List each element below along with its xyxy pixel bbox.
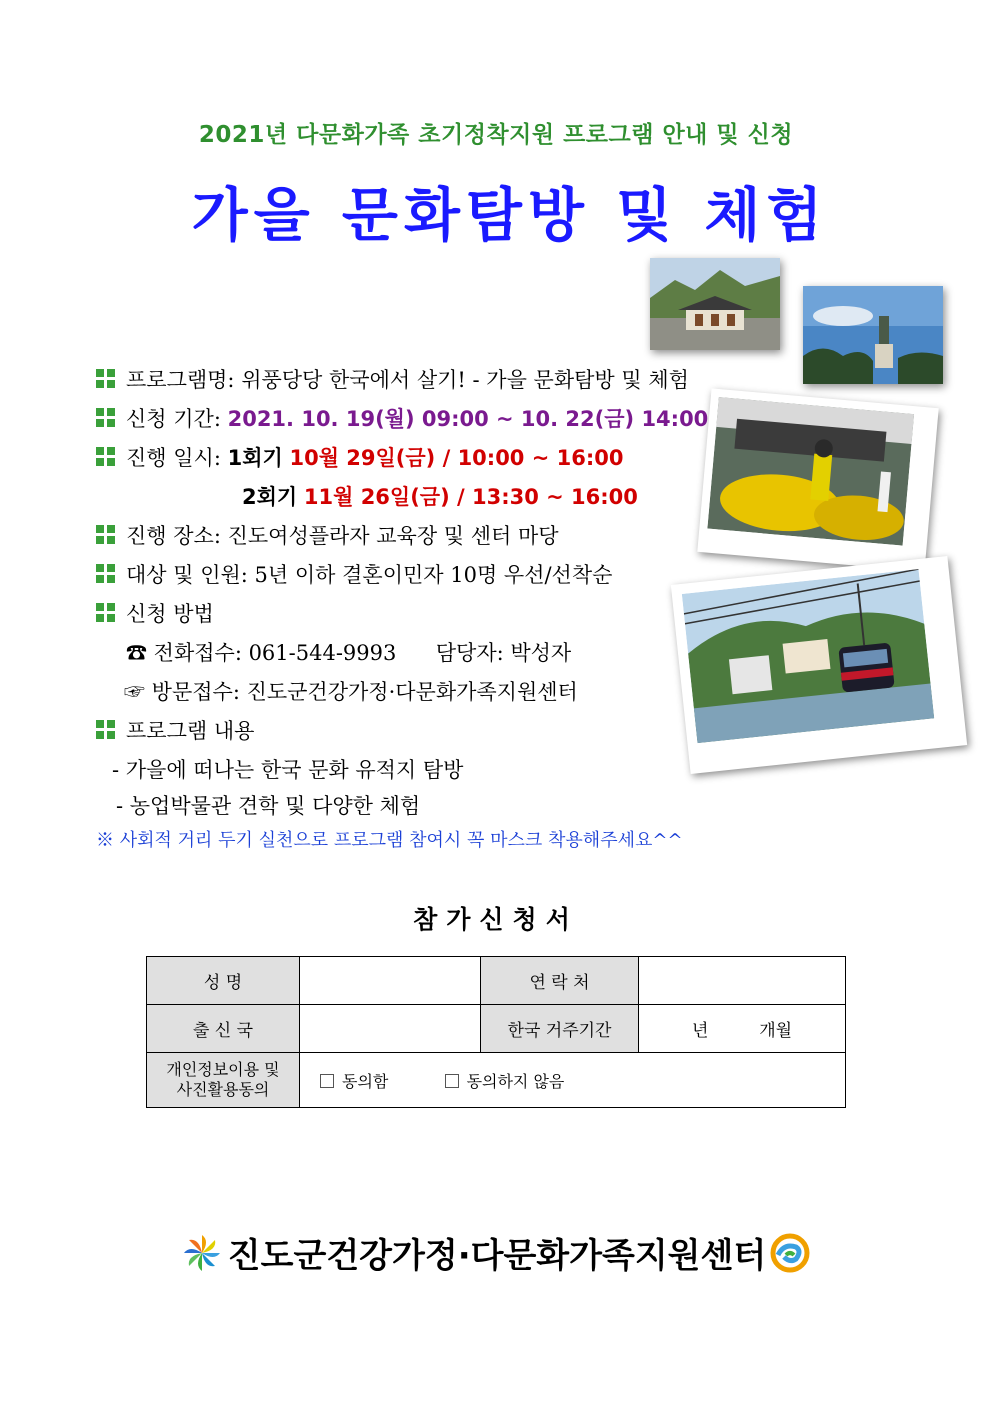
content-label: 프로그램 내용 [126,719,255,743]
consent-label [147,1053,300,1108]
place-value: 진도여성플라자 교육장 및 센터 마당 [227,524,559,548]
schedule-row [96,442,623,472]
bullet-icon [96,564,116,584]
swirl-logo-icon [770,1233,810,1282]
session1-value: 10월 29일(금) / 10:00 ~ 16:00 [289,446,624,470]
page-title: 가을 문화탐방 및 체험 [191,181,829,249]
session2-value: 11월 26일(금) / 13:30 ~ 16:00 [303,485,638,509]
session2-row [242,481,638,511]
subtitle: 2021년 다문화가족 초기정착지원 프로그램 안내 및 신청 [198,122,794,148]
bullet-icon [96,603,116,623]
phone-row [126,637,571,667]
bullet-icon [96,408,116,428]
photo-statue [803,286,943,384]
bullet-icon [96,447,116,467]
photo-cable-car [671,556,967,774]
form-title: 참가신청서 [413,905,579,934]
consent-options [300,1053,846,1108]
program-label: 프로그램명: [126,368,235,392]
pinwheel-logo-icon [182,1233,222,1282]
bullet-icon [96,369,116,389]
footer-org: 진도군건강가정·다문화가족지원센터 [227,1236,767,1276]
contact-field[interactable] [639,957,846,1005]
name-field[interactable] [300,957,481,1005]
photo-traditional-building [650,258,780,350]
session2-label: 2회기 [242,485,298,509]
stay-month: 개월 [759,1021,793,1041]
content-item: - 가을에 떠나는 한국 문화 유적지 탐방 [112,758,464,782]
program-name-row [96,364,689,394]
name-label: 성 명 [147,957,300,1005]
session1-label: 1회기 [227,446,283,470]
application-form [146,956,846,1108]
disagree-checkbox[interactable] [445,1074,459,1088]
country-field[interactable] [300,1005,481,1053]
stay-year: 년 [691,1021,709,1041]
contact-label: 연 락 처 [481,957,639,1005]
target-value: 5년 이하 결혼이민자 10명 우선/선착순 [254,563,613,587]
method-row [96,598,214,628]
visit-row [124,676,578,706]
period-value: 2021. 10. 19(월) 09:00 ~ 10. 22(금) 14:00 [227,407,709,431]
target-row [96,559,612,589]
consent-label-line1: 개인정보이용 및 [166,1060,280,1079]
disagree-text: 동의하지 않음 [466,1071,565,1091]
schedule-label: 진행 일시: [126,446,221,470]
period-row [96,403,708,433]
content-row [96,715,254,745]
stay-label: 한국 거주기간 [481,1005,639,1053]
notice-text: ※ 사회적 거리 두기 실천으로 프로그램 참여시 꼭 마스크 착용해주세요^^ [96,830,683,851]
period-label: 신청 기간: [126,407,221,431]
agree-checkbox[interactable] [320,1074,334,1088]
photo-chrysanthemum [697,388,938,571]
consent-label-line2: 사진활용동의 [176,1080,270,1099]
bullet-icon [96,720,116,740]
bullet-icon [96,525,116,545]
method-label: 신청 방법 [126,602,214,626]
manager-text: 담당자: 박성자 [435,641,572,665]
place-row [96,520,559,550]
phone-text: ☎ 전화접수: 061-544-9993 [126,641,397,665]
stay-field[interactable] [639,1005,846,1053]
target-label: 대상 및 인원: [126,563,248,587]
program-value: 위풍당당 한국에서 살기! - 가을 문화탐방 및 체험 [241,368,689,392]
agree-text: 동의함 [342,1071,389,1091]
footer [0,1228,992,1282]
country-label: 출 신 국 [147,1005,300,1053]
content-item: - 농업박물관 견학 및 다양한 체험 [116,794,421,818]
place-label: 진행 장소: [126,524,221,548]
visit-text: ☞ 방문접수: 진도군건강가정·다문화가족지원센터 [124,680,578,704]
